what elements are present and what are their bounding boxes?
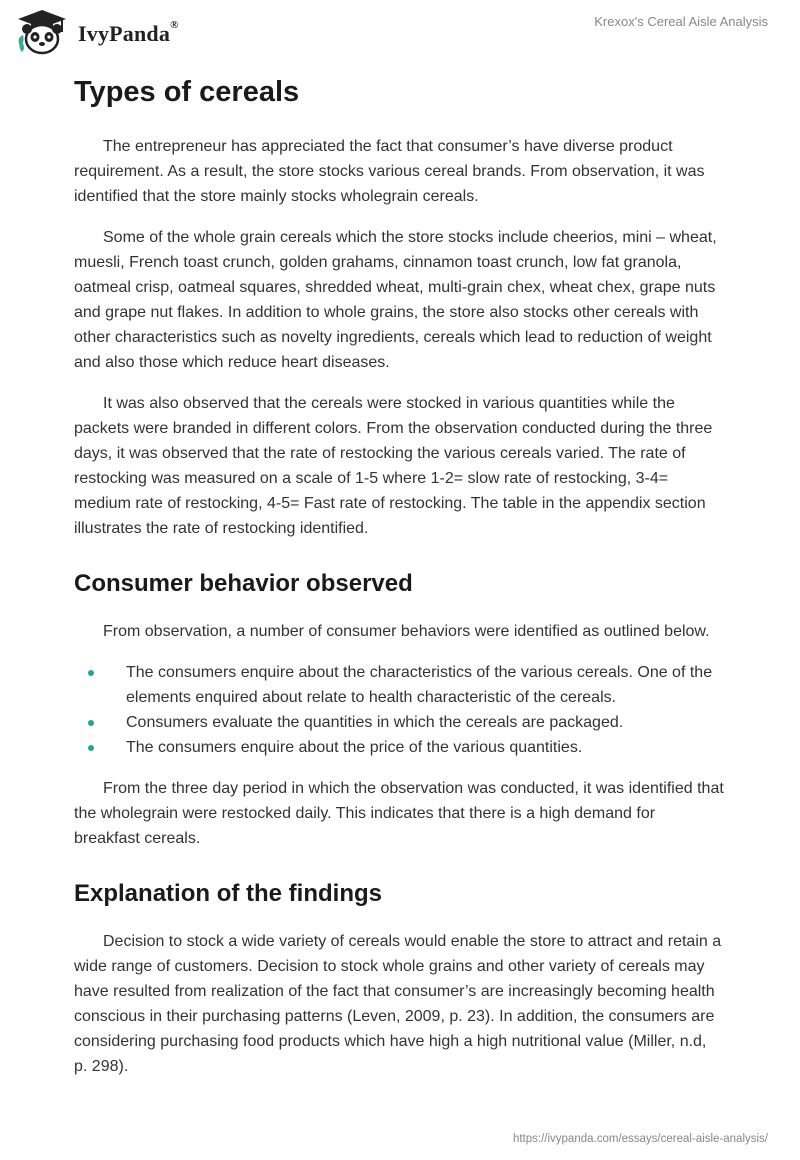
paragraph: From observation, a number of consumer behaviors were identified as outlined below.	[103, 623, 710, 640]
paragraph: Some of the whole grain cereals which the store stocks include cheerios, mini – wheat, muesli, French toast crunch, golden grahams, cinnamon toast crunch, low fat granola, oatmeal crisp, oatmeal squares, shredded wheat, multi-grain chex, wheat chex, grape nuts and grape nut flakes. In addition to whole grains, the store also stocks other cereals with other characteristics such as novelty ingredients, cereals which lead to reduction of weight and also those which reduce heart diseases.	[74, 229, 717, 371]
bullet-list	[74, 660, 724, 760]
section-heading-types: Types of cereals	[74, 76, 300, 108]
list-item-text: Consumers evaluate the quantities in which the cereals are packaged.	[126, 714, 624, 731]
list-item-text: The consumers enquire about the price of the various quantities.	[126, 739, 583, 756]
paragraph: The entrepreneur has appreciated the fact that consumer’s have diverse product requirement. As a result, the store stocks various cereal brands. From observation, it was identified that the store mainly stocks wholegrain cereals.	[74, 138, 705, 205]
list-item	[74, 735, 724, 760]
footer-url-link[interactable]: https://ivypanda.com/essays/cereal-aisle-analysis/	[512, 1133, 768, 1145]
bullet-icon	[88, 720, 94, 726]
paragraph: From the three day period in which the observation was conducted, it was identified that the wholegrain were restocked daily. This indicates that there is a high demand for breakfast cereals.	[74, 780, 724, 847]
list-item	[74, 710, 724, 735]
paragraph: It was also observed that the cereals were stocked in various quantities while the packets were branded in different colors. From the observation conducted during the three days, it was observed that the rate of restocking the various cereals varied. The rate of restocking was measured on a scale of 1-5 where 1-2= slow rate of restocking, 3-4= medium rate of restocking, 4-5= Fast rate of restocking. The table in the appendix section illustrates the rate of restocking identified.	[74, 395, 713, 537]
list-item-text: The consumers enquire about the characteristics of the various cereals. One of the elements enquired about relate to health characteristic of the cereals.	[126, 664, 713, 706]
page-header	[0, 0, 800, 64]
document-title: Krexox's Cereal Aisle Analysis	[594, 14, 768, 29]
section-heading-consumer-behavior: Consumer behavior observed	[74, 570, 413, 597]
bullet-icon	[88, 745, 94, 751]
panda-logo-icon[interactable]	[14, 8, 70, 56]
brand-name[interactable]: IvyPanda®	[78, 19, 179, 46]
bullet-icon	[88, 670, 94, 676]
list-item	[74, 660, 724, 710]
paragraph: Decision to stock a wide variety of cereals would enable the store to attract and retain a wide range of customers. Decision to stock whole grains and other variety of cereals may have resulted from realization of the fact that consumer’s are increasingly becoming health conscious in their purchasing patterns (Leven, 2009, p. 23). In addition, the consumers are considering purchasing food products which have high a high nutritional value (Miller, n.d, p. 298).	[74, 933, 722, 1075]
article-body	[74, 72, 724, 1095]
section-heading-explanation: Explanation of the findings	[74, 880, 382, 907]
